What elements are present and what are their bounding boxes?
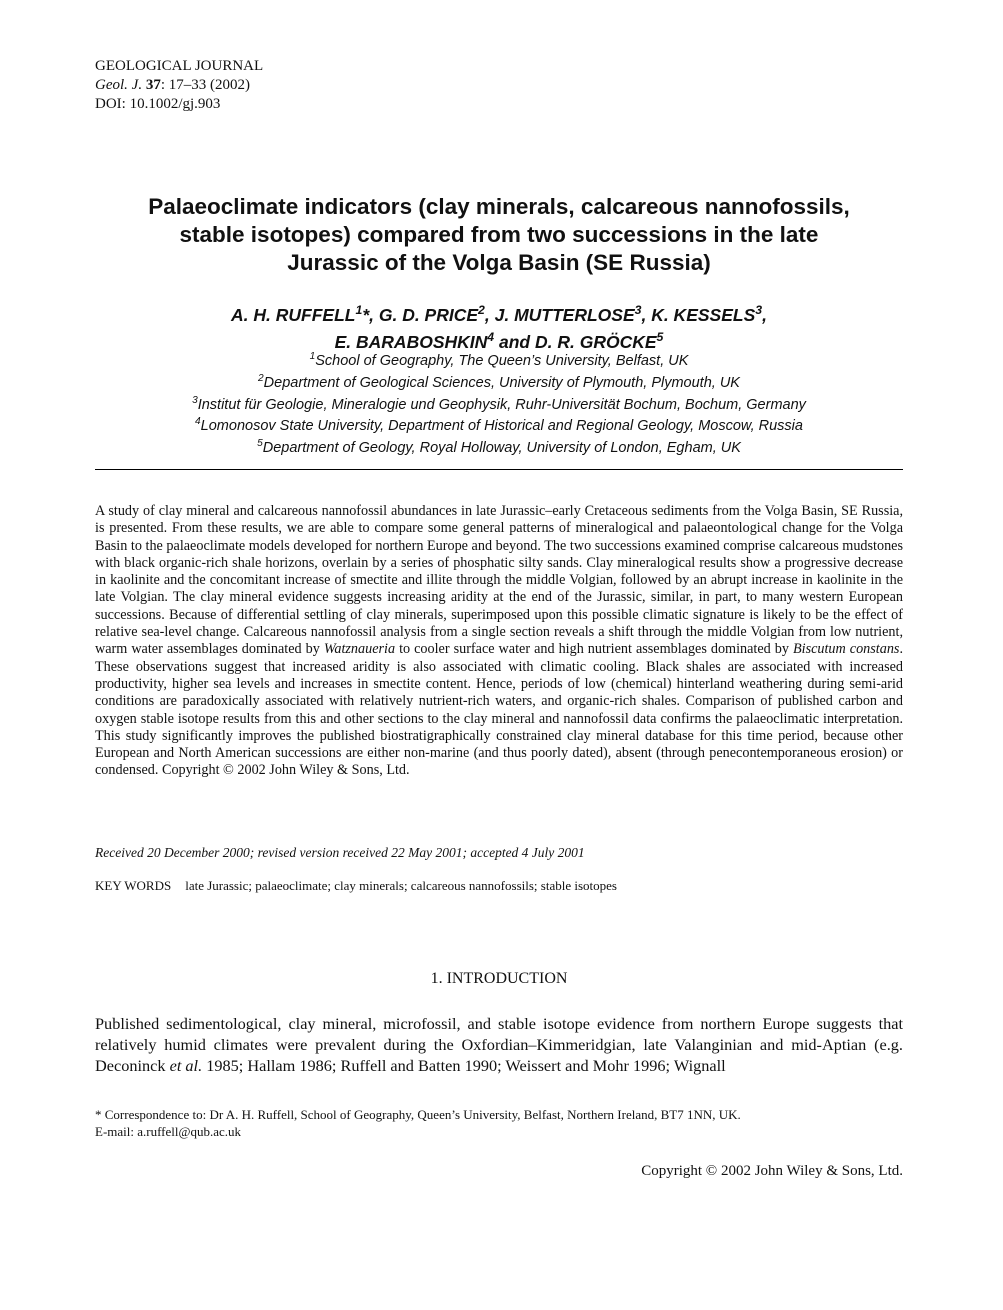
title-line-1: Palaeoclimate indicators (clay minerals, calcareous nannofossils, [148,194,850,219]
article-title [95,193,903,277]
affiliation-text: Department of Geology, Royal Holloway, University of London, Egham, UK [262,440,741,457]
affiliation-text: Institut für Geologie, Mineralogie und Geophysik, Ruhr-Universität Bochum, Bochum, Germany [197,396,806,413]
affiliation-text: School of Geography, The Queen’s University, Belfast, UK [315,352,689,369]
affiliation-item [95,413,903,435]
author-affil-sup: 1 [355,303,363,317]
author-affil-sup: 3 [634,303,642,317]
taxon-name: Watznaueria [323,641,396,658]
keywords [95,878,617,894]
footnote-correspondence: * Correspondence to: Dr A. H. Ruffell, School of Geography, Queen’s University, Belfast, Northern Ireland, BT7 1NN, UK. [95,1107,741,1122]
author-name: A. H. RUFFELL [231,304,356,325]
affiliation-number: 5 [257,438,263,450]
affiliation-number: 2 [258,372,264,384]
affiliation-item [95,435,903,457]
affiliation-text: Department of Geological Sciences, University of Plymouth, Plymouth, UK [263,374,740,391]
keywords-text: late Jurassic; palaeoclimate; clay minerals; calcareous nannofossils; stable isotopes [185,878,617,893]
header-divider [95,469,903,470]
et-al: et al. [169,1056,203,1075]
citation-pages-year: : 17–33 (2002) [160,77,250,93]
introduction-paragraph [95,1013,903,1076]
title-line-3: Jurassic of the Volga Basin (SE Russia) [287,250,711,275]
author-list [95,299,903,353]
affiliation-item [95,392,903,414]
intro-text: 1985; Hallam 1986; Ruffell and Batten 1990; Weissert and Mohr 1996; Wignall [202,1056,726,1075]
author-affil-sup: 5 [656,329,664,344]
author-name: D. R. GRÖCKE [534,331,657,352]
title-line-2: stable isotopes) compared from two successions in the late [179,222,819,247]
affiliation-number: 3 [192,394,198,406]
received-dates: Received 20 December 2000; revised version received 22 May 2001; accepted 4 July 2001 [95,845,585,860]
abstract-text: to cooler surface water and high nutrient assemblages dominated by [395,641,793,658]
author-name: E. BARABOSHKIN [334,331,488,352]
author-name: G. D. PRICE [378,304,479,325]
journal-name: GEOLOGICAL JOURNAL [95,58,264,74]
citation-volume: 37 [145,77,161,93]
corresponding-star: * [362,304,370,325]
abstract [95,503,903,780]
author-affil-sup: 4 [487,329,495,344]
footnote-email: E-mail: a.ruffell@qub.ac.uk [95,1124,242,1139]
copyright-footer: Copyright © 2002 John Wiley & Sons, Ltd. [641,1163,903,1179]
affiliation-text: Lomonosov State University, Department of Historical and Regional Geology, Moscow, Russia [200,418,803,435]
affiliation-item [95,370,903,392]
affiliation-number: 4 [195,416,201,428]
author-affil-sup: 2 [478,303,485,317]
journal-citation [95,76,263,95]
affiliation-number: 1 [309,351,316,362]
abstract-text: A study of clay mineral and calcareous nannofossil abundances in late Jurassic–early Cretaceous sediments from the Volga Basin, SE Russia, is presented. From these results, we are able to compare some general patterns of mineralogical and palaeontological change for the Volga Basin to the palaeoclimate models developed for northern Europe and beyond. The two successions examined comprise calcareous mudstones with black organic-rich shale horizons, overlain by a series of phosphatic silty sands. Clay mineralogical results show a progressive decrease in kaolinite and the concomitant increase of smectite and illite through the middle Volgian, followed by an abrupt increase in kaolinite in the late Volgian. The clay mineral evidence suggests increasing aridity at the end of the Jurassic, similar, in part, to many western European successions. Because of differential settling of clay minerals, superimposed upon this possible climatic signature is likely to be the effect of relative sea-level change. Calcareous nannofossil analysis from a single section reveals a shift through the middle Volgian from low nutrient, warm water assemblages dominated by [95,503,903,658]
keywords-label: KEY WORDS [95,878,172,893]
journal-header [95,57,263,114]
author-name: J. MUTTERLOSE [494,304,635,325]
authors-line-1: A. H. RUFFELL$^1$*, G. D. PRICE$^2$, J. MUTTERLOSE$^3$, K. KESSELS$^3$, [231,303,767,325]
correspondence-footnote [95,1106,741,1140]
doi: DOI: 10.1002/gj.903 [95,96,221,112]
affiliation-list [95,348,903,457]
affiliation-item [95,348,903,370]
author-name: K. KESSELS [651,304,756,325]
citation-abbr: Geol. J. [95,77,143,93]
intro-text: Published sedimentological, clay mineral, microfossil, and stable isotope evidence from northern Europe suggests that relatively humid climates were prevalent during the Oxfordian–Kimmeridgian, late Valanginian and mid-Aptian (e.g. Deconinck [95,1014,903,1075]
author-conjunction: and [498,331,531,352]
abstract-text: . These observations suggest that increased aridity is also associated with climatic cooling. Black shales are associated with increased productivity, higher sea levels and increases in smectite content. Hence, periods of low (chemical) hinterland weathering during semi-arid conditions are paradoxically associated with relatively nutrient-rich waters, and organic-rich shales. Comparison of published carbon and oxygen stable isotope results from this and other sections to the clay mineral and nannofossil data confirms the palaeoclimatic interpretation. This study significantly improves the published biostratigraphically constrained clay mineral database for this time period, because other European and North American successions are either non-marine (and thus poorly dated), absent (through penecontemporaneous erosion) or condensed. Copyright © 2002 John Wiley & Sons, Ltd. [95,641,903,779]
taxon-name: Biscutum constans [792,641,900,658]
author-affil-sup: 3 [755,303,763,317]
section-heading: 1. INTRODUCTION [430,970,568,987]
